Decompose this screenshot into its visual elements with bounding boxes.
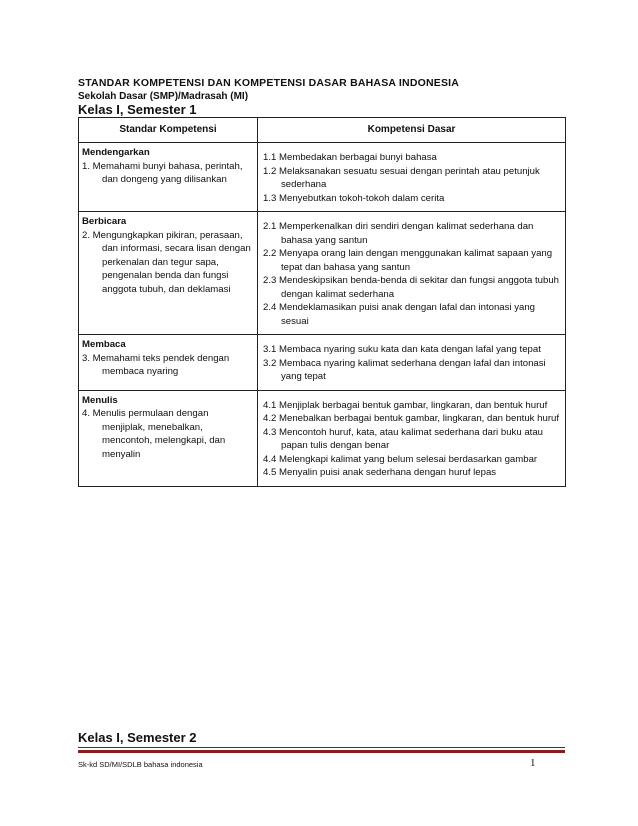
- footer-document-name: Sk-kd SD/MI/SDLB bahasa indonesia: [78, 760, 203, 769]
- semester-1-heading: Kelas I, Semester 1: [78, 102, 197, 117]
- standar-kompetensi-cell: [79, 335, 258, 391]
- aspect-title: Berbicara: [82, 216, 127, 227]
- competency-table: [78, 117, 566, 487]
- kd-item: 4.2 Menebalkan berbagai bentuk gambar, lingkaran, dan bentuk huruf: [263, 413, 560, 424]
- table-row: [79, 212, 566, 335]
- page-number: 1: [530, 757, 536, 769]
- standar-kompetensi-text: 4. Menulis permulaan dengan menjiplak, menebalkan, mencontoh, melengkapi, dan menyalin: [82, 408, 226, 460]
- kd-item: 2.3 Mendeskipsikan benda-benda di sekitar dan fungsi anggota tubuh dengan kalimat sederhana: [263, 275, 560, 300]
- table-row: [79, 143, 566, 212]
- kd-item: 1.2 Melaksanakan sesuatu sesuai dengan perintah atau petunjuk sederhana: [263, 165, 540, 190]
- kd-item: 2.4 Mendeklamasikan puisi anak dengan lafal dan intonasi yang sesuai: [263, 302, 536, 327]
- kompetensi-dasar-cell: [258, 212, 566, 335]
- header-kompetensi-dasar: Kompetensi Dasar: [258, 118, 566, 143]
- kd-item: 1.1 Membedakan berbagai bunyi bahasa: [263, 152, 437, 163]
- standar-kompetensi-cell: [79, 390, 258, 486]
- document-subtitle: Sekolah Dasar (SMP)/Madrasah (MI): [78, 91, 249, 102]
- kd-item: 2.1 Memperkenalkan diri sendiri dengan kalimat sederhana dan bahasa yang santun: [263, 221, 534, 246]
- table-row: [79, 335, 566, 391]
- kompetensi-dasar-cell: [258, 335, 566, 391]
- standar-kompetensi-cell: [79, 212, 258, 335]
- aspect-title: Mendengarkan: [82, 147, 150, 158]
- document-title: STANDAR KOMPETENSI DAN KOMPETENSI DASAR BAHASA INDONESIA: [78, 77, 460, 89]
- kompetensi-dasar-cell: [258, 143, 566, 212]
- semester-2-heading: Kelas I, Semester 2: [78, 730, 197, 745]
- kd-item: 3.2 Membaca nyaring kalimat sederhana dengan lafal dan intonasi yang tepat: [263, 357, 546, 382]
- kd-item: 4.3 Mencontoh huruf, kata, atau kalimat sederhana dari buku atau papan tulis dengan benar: [263, 426, 543, 451]
- header-standar-kompetensi: Standar Kompetensi: [79, 118, 258, 143]
- kd-item: 2.2 Menyapa orang lain dengan menggunakan kalimat sapaan yang tepat dan bahasa yang santun: [263, 248, 553, 273]
- kompetensi-dasar-cell: [258, 390, 566, 486]
- aspect-title: Membaca: [82, 339, 126, 350]
- aspect-title: Menulis: [82, 394, 118, 406]
- standar-kompetensi-text: 3. Memahami teks pendek dengan membaca nyaring: [82, 352, 230, 377]
- standar-kompetensi-cell: [79, 143, 258, 212]
- kd-item: 1.3 Menyebutkan tokoh-tokoh dalam cerita: [263, 192, 445, 204]
- kd-item: 4.5 Menyalin puisi anak sederhana dengan huruf lepas: [263, 467, 497, 478]
- footer-divider-thin: [78, 747, 565, 748]
- kd-item: 4.4 Melengkapi kalimat yang belum selesai berdasarkan gambar: [263, 453, 538, 465]
- table-row: [79, 390, 566, 486]
- standar-kompetensi-text: 2. Mengungkapkan pikiran, perasaan, dan informasi, secara lisan dengan perkenalan dan tegur sapa, pengenalan benda dan fungsi anggota tubuh, dan deklamasi: [82, 229, 251, 295]
- kd-item: 4.1 Menjiplak berbagai bentuk gambar, lingkaran, dan bentuk huruf: [263, 399, 548, 411]
- table-header-row: [79, 118, 566, 143]
- kd-item: 3.1 Membaca nyaring suku kata dan kata dengan lafal yang tepat: [263, 344, 541, 355]
- standar-kompetensi-text: 1. Memahami bunyi bahasa, perintah, dan dongeng yang dilisankan: [82, 160, 243, 185]
- footer-divider-thick: [78, 750, 565, 753]
